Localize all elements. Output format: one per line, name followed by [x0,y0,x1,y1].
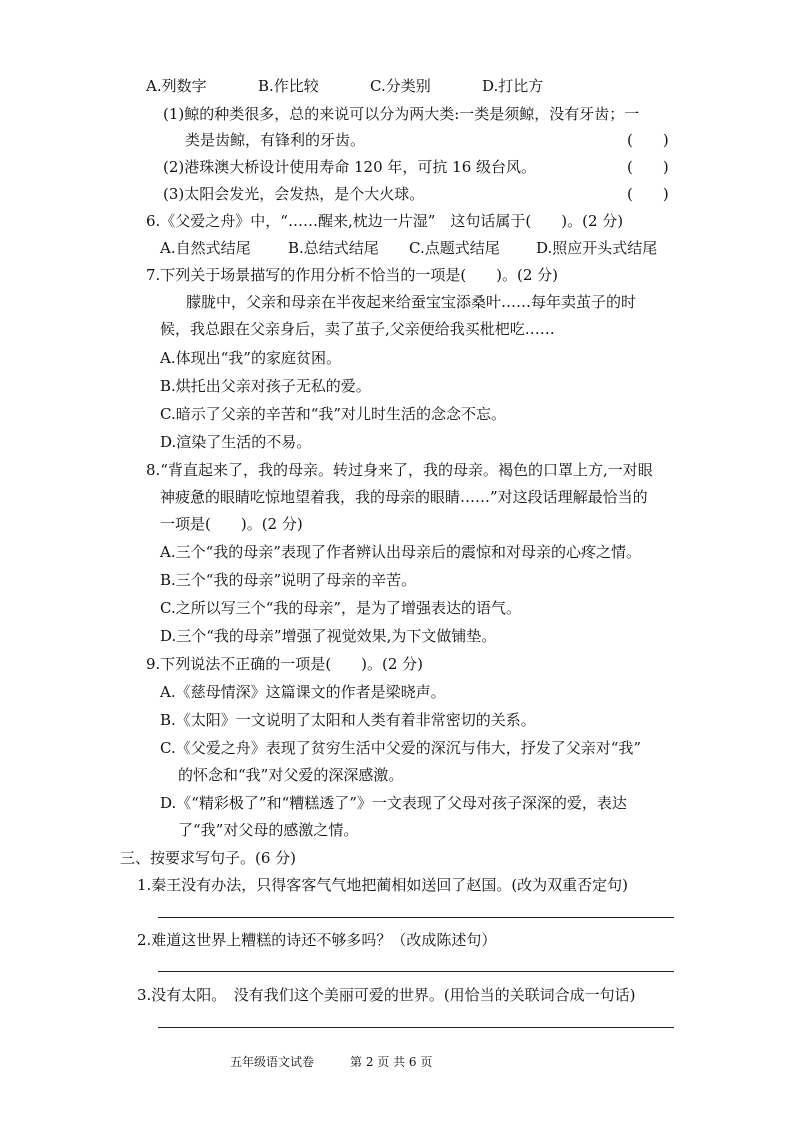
q6-option-a: A.自然式结尾 [160,239,251,257]
judge-item-1-line1: (1)鲸的种类很多，总的来说可以分为两大类:一类是须鲸，没有牙齿；一 [163,105,640,123]
q8-stem-line3: 一项是( )。(2 分) [160,515,303,533]
judge-item-3: (3)太阳会发光，会发热，是个大火球。 [163,185,425,203]
q7-option-d: D.渲染了生活的不易。 [160,433,312,451]
q9-stem: 9.下列说法不正确的一项是( )。(2 分) [146,655,424,673]
answer-line-1[interactable] [158,917,674,918]
q9-option-a: A.《慈母情深》这篇课文的作者是梁晓声。 [160,683,446,701]
option-a: A.列数字 [146,77,207,95]
q6-option-d: D.照应开头式结尾 [536,239,658,257]
footer-page-info: 第 2 页 共 6 页 [350,1055,433,1069]
q9-option-b: B.《太阳》一文说明了太阳和人类有着非常密切的关系。 [160,711,536,729]
q8-stem-line1: 8.“背直起来了，我的母亲。转过身来了，我的母亲。褐色的口罩上方,一对眼 [146,461,653,479]
q9-option-c-line2: 的怀念和“我”对父爱的深深感激。 [178,766,404,784]
q8-option-d: D.三个“我的母亲”增强了视觉效果,为下文做铺垫。 [160,627,497,645]
judge-answer-3[interactable]: ( ) [627,185,669,203]
answer-line-2[interactable] [158,971,674,972]
footer-exam-title: 五年级语文试卷 [230,1055,315,1069]
q8-option-a: A.三个“我的母亲”表现了作者辨认出母亲后的震惊和对母亲的心疼之情。 [160,543,641,561]
q6-option-c: C.点题式结尾 [409,239,500,257]
option-b: B.作比较 [258,77,319,95]
q7-stem: 7.下列关于场景描写的作用分析不恰当的一项是( )。(2 分) [146,266,559,284]
section3-item-1: 1.秦王没有办法，只得客客气气地把蔺相如送回了赵国。(改为双重否定句) [137,876,629,894]
q6-option-b: B.总结式结尾 [288,239,379,257]
judge-item-1-line2: 类是齿鲸，有锋利的牙齿。 [185,131,366,149]
q7-option-b: B.烘托出父亲对孩子无私的爱。 [160,377,371,395]
q8-stem-line2: 神疲惫的眼睛吃惊地望着我，我的母亲的眼睛……”对这段话理解最恰当的 [160,488,648,506]
q7-passage-line2: 候，我总跟在父亲身后，卖了茧子,父亲便给我买枇杷吃…… [160,320,555,338]
q6-stem: 6.《父爱之舟》中，“……醒来,枕边一片湿” 这句话属于( )。(2 分) [146,212,624,230]
q7-option-a: A.体现出“我”的家庭贫困。 [160,349,341,367]
q7-passage-line1: 朦胧中，父亲和母亲在半夜起来给蚕宝宝添桑叶……每年卖茧子的时 [186,293,637,311]
answer-line-3[interactable] [158,1027,674,1028]
option-d: D.打比方 [482,77,544,95]
judge-answer-1[interactable]: ( ) [627,131,669,149]
q9-option-c-line1: C.《父爱之舟》表现了贫穷生活中父爱的深沉与伟大，抒发了父亲对“我” [160,739,642,757]
section3-item-2: 2.难道这世界上糟糕的诗还不够多吗？（改成陈述句） [137,931,497,949]
judge-answer-2[interactable]: ( ) [627,158,669,176]
q9-option-d-line1: D.《“精彩极了”和“糟糕透了”》一文表现了父母对孩子深深的爱，表达 [160,794,627,812]
q8-option-b: B.三个“我的母亲”说明了母亲的辛苦。 [160,571,417,589]
option-c: C.分类别 [370,77,431,95]
section3-heading: 三、按要求写句子。(6 分) [120,849,297,867]
q9-option-d-line2: 了“我”对父母的感激之情。 [178,821,359,839]
q7-option-c: C.暗示了父亲的辛苦和“我”对儿时生活的念念不忘。 [160,405,507,423]
q8-option-c: C.之所以写三个“我的母亲”，是为了增强表达的语气。 [160,599,522,617]
section3-item-3: 3.没有太阳。 没有我们这个美丽可爱的世界。(用恰当的关联词合成一句话) [137,986,636,1004]
judge-item-2: (2)港珠澳大桥设计使用寿命 120 年，可抗 16 级台风。 [163,158,537,176]
